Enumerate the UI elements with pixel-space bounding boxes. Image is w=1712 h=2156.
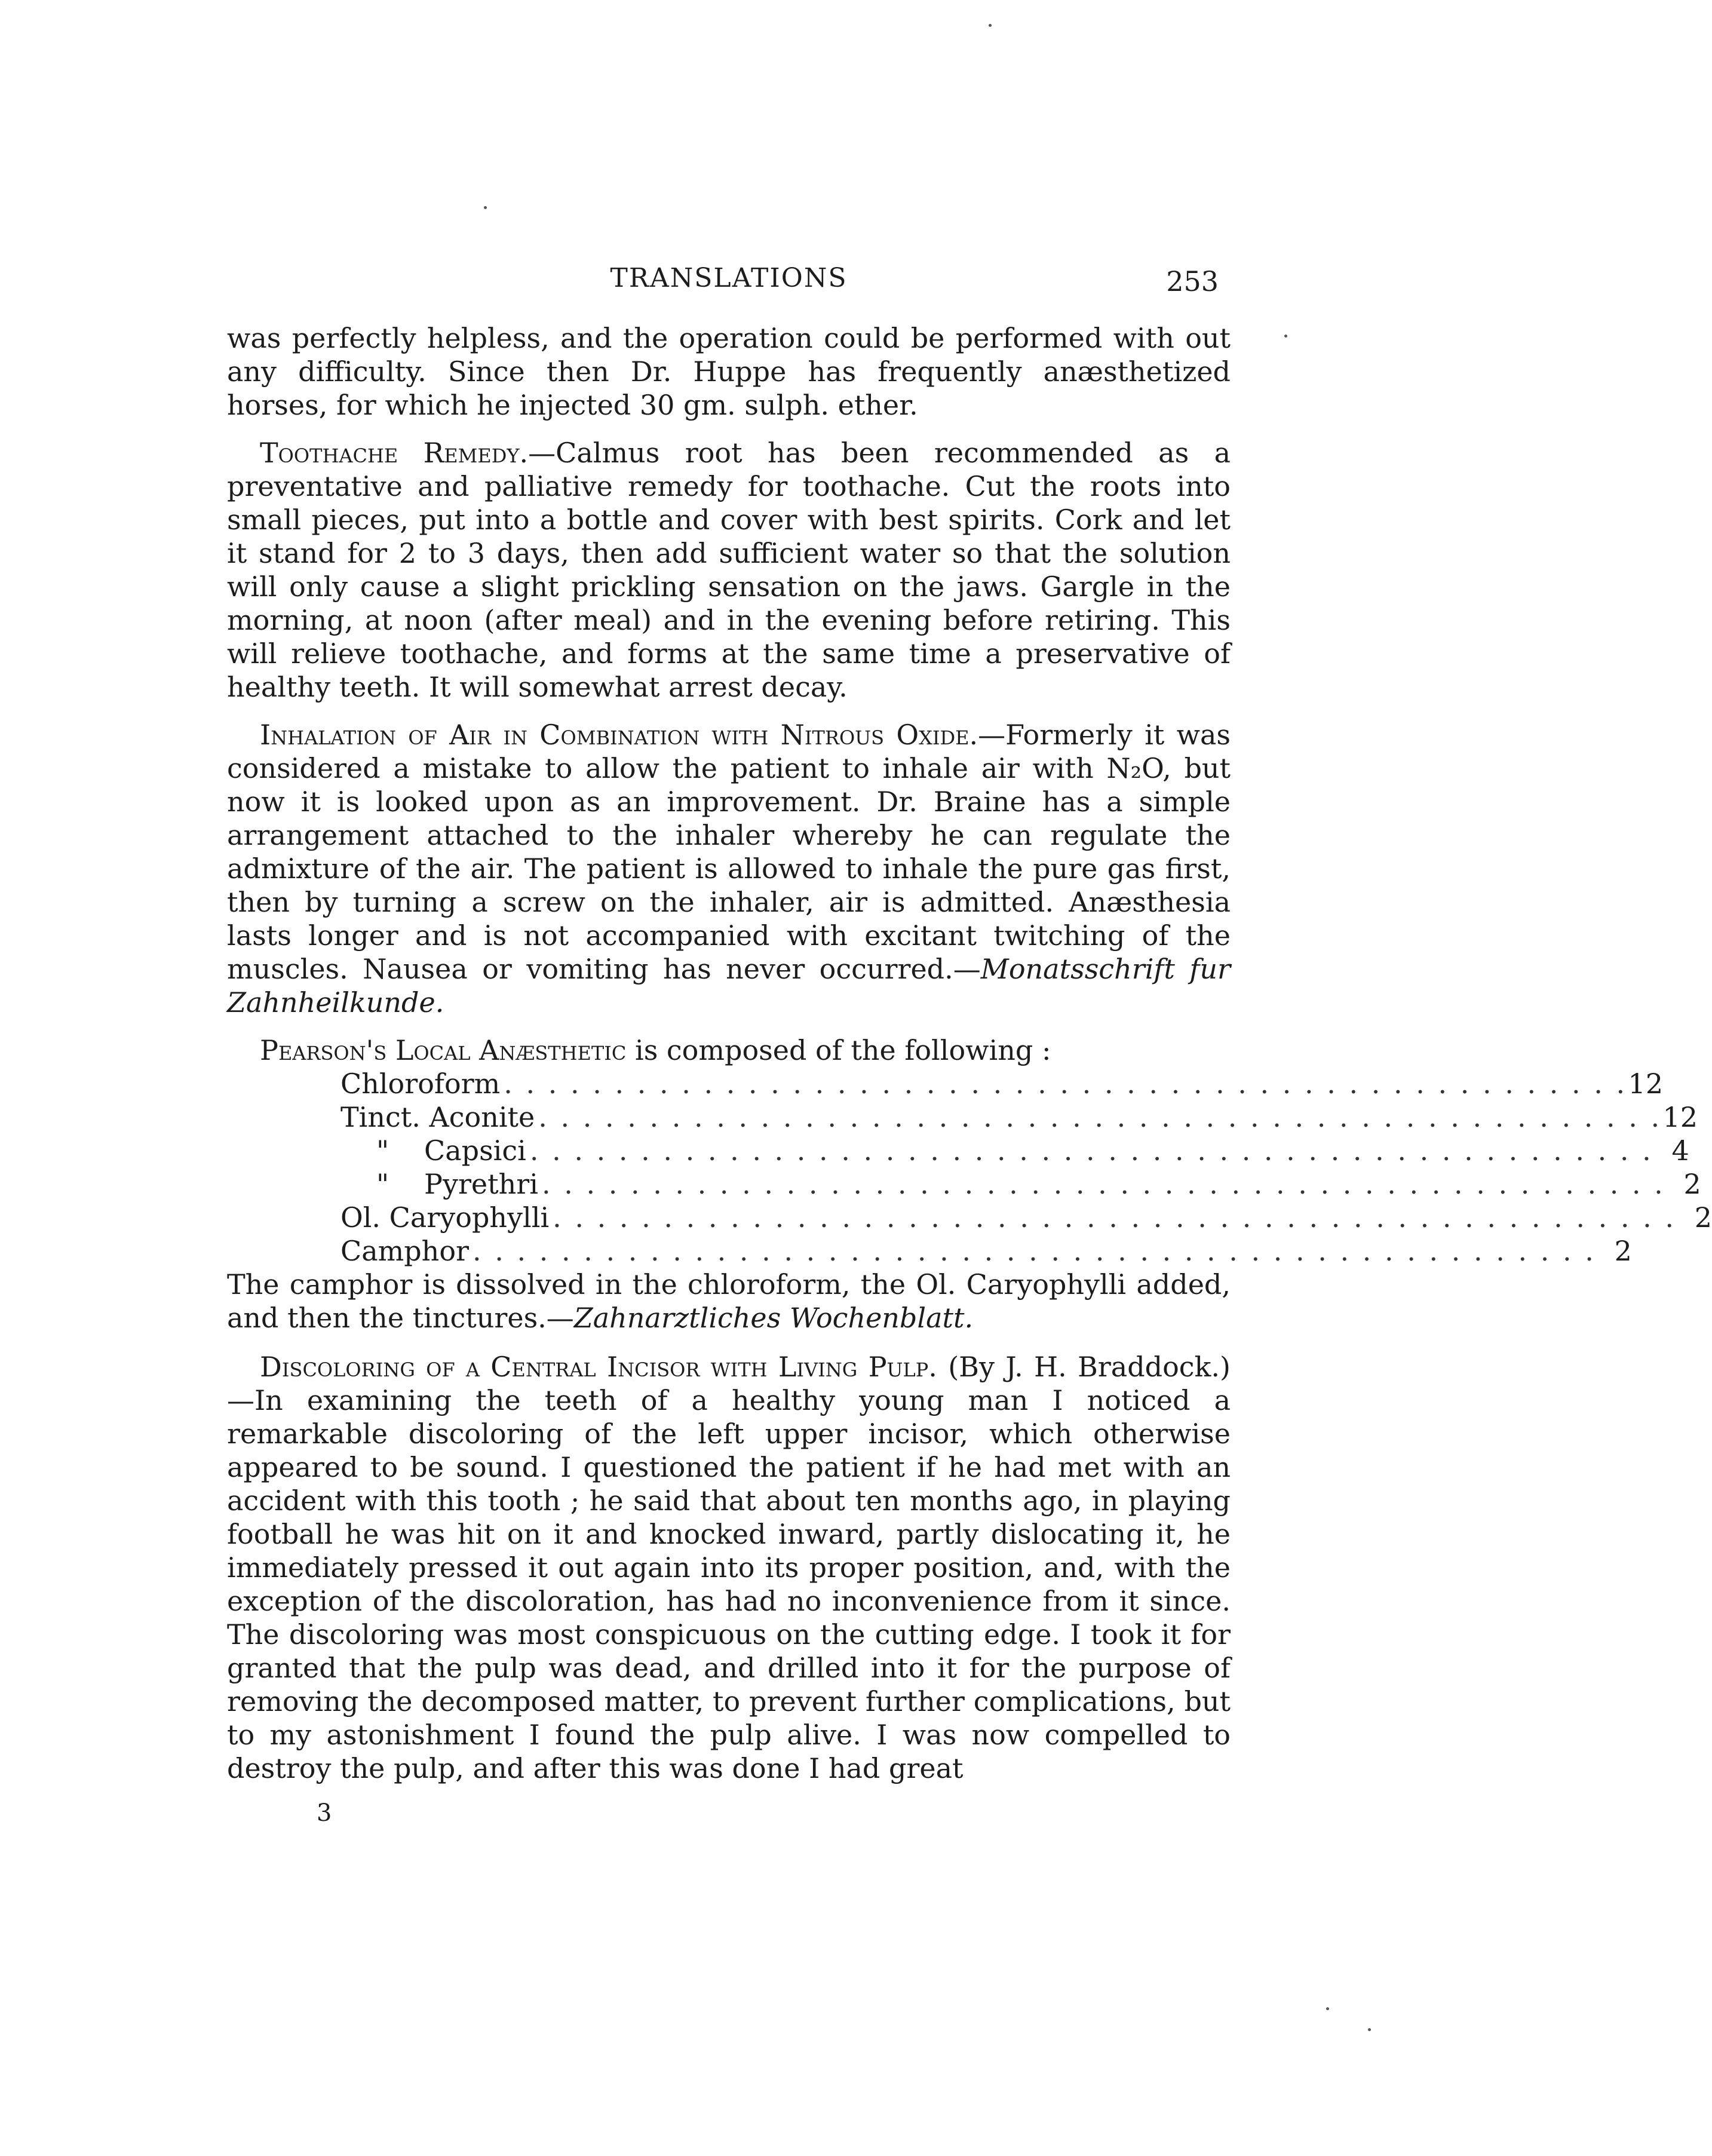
leader-dots: . . . . . . . . . . . . . . . . . . . . . . . . . . . . . . . . . . . . . . . . . . . . . . . . . . . bbox=[538, 1101, 1662, 1133]
paragraph-text: —Formerly it was considered a mistake to allow the patient to inhale air with N₂O, but now it is looked upon as an improvement. Dr. Braine has a simple arrangement attached to the inhaler whereby he can regulate the admixture of the air. The patient is allowed to inhale the pure gas first, then by turning a screw on the inhaler, air is admitted. Anæsthesia lasts longer and is not accompanied with excitant twitching of the muscles. Nausea or vomiting has never occurred.— bbox=[227, 719, 1231, 985]
ingredient-quantity: 2 bbox=[1683, 1168, 1701, 1200]
leader-dots: . . . . . . . . . . . . . . . . . . . . . . . . . . . . . . . . . . . . . . . . . . . . . . . . . . . bbox=[504, 1068, 1628, 1100]
paragraph-nitrous-oxide bbox=[227, 718, 1231, 1019]
ingredient-quantity: 2 bbox=[1614, 1235, 1632, 1267]
ingredient-name: Capsici bbox=[424, 1134, 526, 1167]
recipe-row bbox=[340, 1234, 1632, 1268]
ingredient-quantity: 4 bbox=[1671, 1134, 1689, 1167]
paragraph-text: was perfectly helpless, and the operation could be performed with out any difficulty. Since then Dr. Huppe has frequently anæsthetized horses, for which he injected 30 gm. sulph. ether. bbox=[227, 322, 1231, 421]
leader-dots: . . . . . . . . . . . . . . . . . . . . . . . . . . . . . . . . . . . . . . . . . . . . . . . . . . . bbox=[473, 1235, 1596, 1267]
ingredient-name: Chloroform bbox=[340, 1068, 501, 1100]
leader-dots: . . . . . . . . . . . . . . . . . . . . . . . . . . . . . . . . . . . . . . . . . . . . . . . . . . . bbox=[553, 1201, 1676, 1234]
section-heading: Pearson's Local Anæsthetic bbox=[260, 1034, 627, 1066]
scan-speck bbox=[1326, 2007, 1329, 2010]
ditto-mark: " bbox=[376, 1168, 389, 1200]
recipe-row bbox=[340, 1167, 1701, 1201]
source-citation: Zahnarztliches Wochenblatt. bbox=[573, 1302, 974, 1334]
printer-signature-mark: 3 bbox=[317, 1799, 332, 1827]
recipe-row bbox=[340, 1100, 1698, 1134]
book-page bbox=[227, 263, 1712, 1827]
paragraph-text: is composed of the following : bbox=[626, 1034, 1051, 1066]
recipe-row bbox=[340, 1201, 1712, 1234]
leader-dots: . . . . . . . . . . . . . . . . . . . . . . . . . . . . . . . . . . . . . . . . . . . . . . . . . . . bbox=[529, 1134, 1653, 1167]
paragraph-horse-anaesthesia bbox=[227, 321, 1231, 422]
source-citation: Monatsschrift fur Zahnheilkunde. bbox=[227, 953, 1231, 1019]
paragraph-text: (By J. H. Braddock.)—In examining the teeth of a healthy young man I noticed a remarkable discoloring of the left upper incisor, which otherwise appeared to be sound. I questioned the patient if he had met with an accident with this tooth ; he said that about ten months ago, in playing football he was hit on it and knocked inward, partly dislocating it, he immediately pressed it out again into its proper position, and, with the exception of the discoloration, has had no inconvenience from it since. The discoloring was most conspicuous on the cutting edge. I took it for granted that the pulp was dead, and drilled into it for the purpose of removing the decomposed matter, to prevent further complications, but to my astonishment I found the pulp alive. I was now compelled to destroy the pulp, and after this was done I had great bbox=[227, 1351, 1231, 1784]
ingredient-name-wrap bbox=[340, 1167, 542, 1201]
ingredient-name: Camphor bbox=[340, 1235, 469, 1267]
recipe-row bbox=[340, 1134, 1689, 1167]
ingredient-quantity: 12 bbox=[1628, 1068, 1664, 1100]
ingredient-name-wrap bbox=[340, 1134, 530, 1167]
scan-speck bbox=[989, 24, 992, 27]
paragraph-discolored-incisor bbox=[227, 1350, 1231, 1785]
ingredient-quantity: 2 bbox=[1694, 1201, 1712, 1234]
section-heading: Discoloring of a Central Incisor with Living Pulp. bbox=[260, 1351, 937, 1383]
ingredient-name: Tinct. Aconite bbox=[340, 1101, 535, 1133]
scan-speck bbox=[1368, 2028, 1371, 2031]
paragraph-text: —Calmus root has been recommended as a preventative and palliative remedy for toothache. Cut the roots into small pieces, put into a bottle and cover with best spirits. Cork and let it stand for 2 to 3 days, then add sufficient water so that the solution will only cause a slight prickling sensation on the jaws. Gargle in the morning, at noon (after meal) and in the evening before retiring. This will relieve toothache, and forms at the same time a preservative of healthy teeth. It will somewhat arrest decay. bbox=[227, 437, 1231, 703]
recipe-instructions bbox=[227, 1268, 1231, 1335]
scan-speck bbox=[484, 206, 487, 209]
ingredient-name: Ol. Caryophylli bbox=[340, 1201, 550, 1234]
ingredient-name: Pyrethri bbox=[424, 1168, 538, 1200]
recipe-list bbox=[340, 1067, 1712, 1268]
running-title: TRANSLATIONS bbox=[610, 263, 848, 293]
section-heading: Inhalation of Air in Combination with Nitrous Oxide. bbox=[260, 719, 978, 751]
leader-dots: . . . . . . . . . . . . . . . . . . . . . . . . . . . . . . . . . . . . . . . . . . . . . . . . . . . bbox=[541, 1168, 1665, 1200]
page-number: 253 bbox=[1166, 265, 1219, 298]
paragraph-toothache-remedy bbox=[227, 436, 1231, 704]
page-header bbox=[227, 263, 1231, 305]
ditto-mark: " bbox=[376, 1134, 389, 1167]
recipe-intro bbox=[227, 1033, 1231, 1067]
ingredient-quantity: 12 bbox=[1662, 1101, 1698, 1133]
section-heading: Toothache Remedy. bbox=[260, 437, 529, 469]
paragraph-text: The camphor is dissolved in the chloroform, the Ol. Caryophylli added, and then the tinctures.— bbox=[227, 1268, 1231, 1334]
scan-speck bbox=[1284, 335, 1287, 338]
recipe-row bbox=[340, 1067, 1664, 1100]
